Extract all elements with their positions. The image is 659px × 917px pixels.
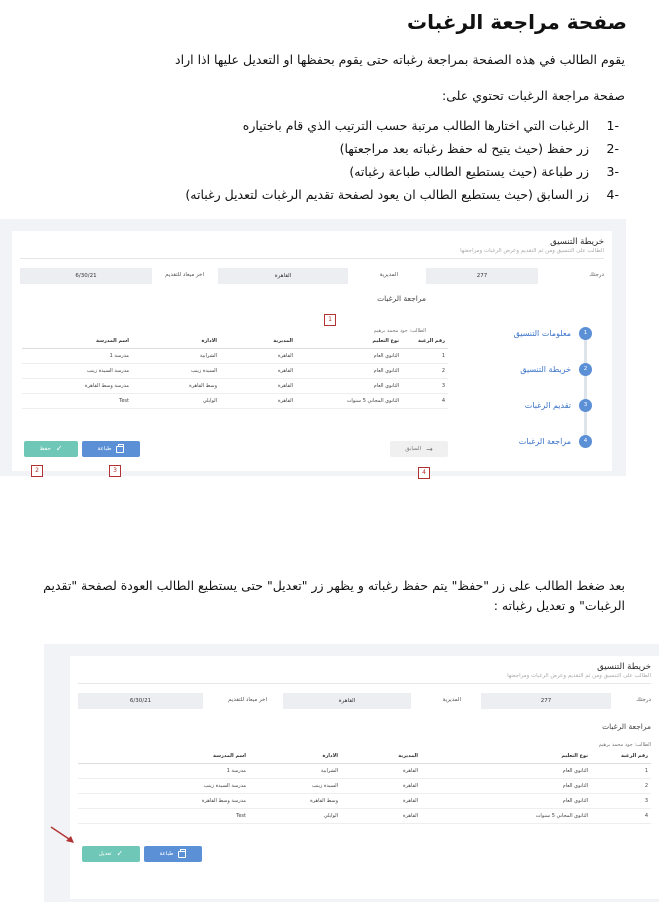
marker-2: 2	[31, 465, 43, 477]
deadline-value: 6/30/21	[78, 693, 203, 709]
table-header-row: رقم الرغبة نوع التعليم المديرية الادارة اسم المدرسة	[78, 750, 651, 763]
list-item: -3 زر طباعة (حيث يستطيع الطالب طباعة رغباته)	[349, 164, 619, 179]
print-button[interactable]: طباعة	[82, 441, 140, 457]
wizard-step-review[interactable]: 4 مراجعة الرغبات	[462, 435, 592, 448]
review-title: مراجعة الرغبات	[602, 722, 651, 731]
table-row: 2 الثانوي العام القاهرة السيدة زينب مدرسة السيدة زينب	[22, 363, 448, 378]
list-item: -2 زر حفظ (حيث يتيح له حفظ رغباته بعد مراجعتها)	[339, 141, 619, 156]
info-row	[20, 268, 604, 284]
coordination-card	[70, 656, 659, 899]
card-title: خريطة التنسيق	[597, 662, 651, 672]
wishes-table	[78, 750, 651, 824]
edit-button[interactable]: ✓ تعديل	[82, 846, 140, 862]
marker-1: 1	[324, 314, 336, 326]
print-button[interactable]: طباعة	[144, 846, 202, 862]
wishes-table	[22, 335, 448, 409]
list-item: -4 زر السابق (حيث يستطيع الطالب ان يعود لصفحة تقديم الرغبات لتعديل رغباته)	[185, 187, 619, 202]
directorate-label: المديرية	[379, 272, 398, 278]
table-row: 4 الثانوي المجاني 5 سنوات القاهرة الوايلي Test	[22, 393, 448, 408]
contains-label: صفحة مراجعة الرغبات تحتوي على:	[442, 88, 625, 103]
table-row: 1 الثانوي العام القاهرة الشرابية مدرسة 1	[78, 763, 651, 778]
prev-button[interactable]: → السابق	[390, 441, 448, 457]
grade-label: درجتك	[636, 697, 651, 703]
printer-icon	[116, 446, 124, 453]
info-row	[78, 693, 651, 709]
deadline-label: اخر ميعاد للتقديم	[228, 697, 267, 703]
table-row: 1 الثانوي العام القاهرة الشرابية مدرسة 1	[22, 348, 448, 363]
directorate-label: المديرية	[442, 697, 461, 703]
marker-4: 4	[418, 467, 430, 479]
wizard-line	[584, 333, 587, 443]
coordination-card	[12, 231, 612, 476]
student-name: الطالب: جود محمد برهيم	[598, 742, 651, 748]
student-name: الطالب: جود محمد برهيم	[373, 328, 426, 334]
table-row: 4 الثانوي المجاني 5 سنوات القاهرة الوايلي Test	[78, 808, 651, 823]
printer-icon	[178, 851, 186, 858]
arrow-right-icon: →	[426, 444, 433, 454]
review-title: مراجعة الرغبات	[377, 294, 426, 303]
card-title: خريطة التنسيق	[550, 237, 604, 247]
card-subtitle: الطالب على التنسيق ومن ثم التقديم وعرض الرغبات ومراجعتها	[460, 248, 604, 254]
wizard-steps	[464, 303, 604, 473]
table-header-row: رقم الرغبة نوع التعليم المديرية الادارة اسم المدرسة	[22, 335, 448, 348]
table-row: 2 الثانوي العام القاهرة السيدة زينب مدرسة السيدة زينب	[78, 778, 651, 793]
feature-list	[59, 118, 619, 210]
divider	[78, 683, 651, 684]
intro-paragraph: يقوم الطالب في هذه الصفحة بمراجعة رغباته حتى يقوم بحفظها او التعديل عليها اذا اراد	[175, 52, 625, 67]
card-subtitle: الطالب على التنسيق ومن ثم التقديم وعرض الرغبات ومراجعتها	[507, 673, 651, 679]
table-row: 3 الثانوي العام القاهرة وسط القاهرة مدرسة وسط القاهرة	[78, 793, 651, 808]
wizard-step-info[interactable]: 1 معلومات التنسيق	[462, 327, 592, 340]
wizard-step-apply[interactable]: 3 تقديم الرغبات	[462, 399, 592, 412]
grade-value: 277	[426, 268, 538, 284]
grade-value: 277	[481, 693, 611, 709]
document-title: صفحة مراجعة الرغبات	[407, 10, 627, 34]
screenshot-review-page	[0, 219, 626, 476]
save-button[interactable]: ✓ حفظ	[24, 441, 78, 457]
directorate-value: القاهرة	[283, 693, 411, 709]
grade-label: درجتك	[589, 272, 604, 278]
deadline-value: 6/30/21	[20, 268, 152, 284]
arrow-pointer-icon	[50, 826, 76, 844]
table-row: 3 الثانوي العام القاهرة وسط القاهرة مدرسة وسط القاهرة	[22, 378, 448, 393]
followup-paragraph: بعد ضغط الطالب على زر "حفظ" يتم حفظ رغباته و يظهر زر "تعديل" حتى يستطيع الطالب العودة لصفحة "تقديم الرغبات" و تعديل رغباته :	[43, 578, 625, 613]
directorate-value: القاهرة	[218, 268, 348, 284]
divider	[20, 258, 604, 259]
list-item: -1 الرغبات التي اختارها الطالب مرتبة حسب الترتيب الذي قام باختياره	[242, 118, 619, 133]
marker-3: 3	[109, 465, 121, 477]
wizard-step-map[interactable]: 2 خريطة التنسيق	[462, 363, 592, 376]
screenshot-after-save	[44, 644, 659, 902]
check-icon: ✓	[116, 849, 124, 858]
check-icon: ✓	[55, 444, 63, 453]
deadline-label: اخر ميعاد للتقديم	[165, 272, 204, 278]
